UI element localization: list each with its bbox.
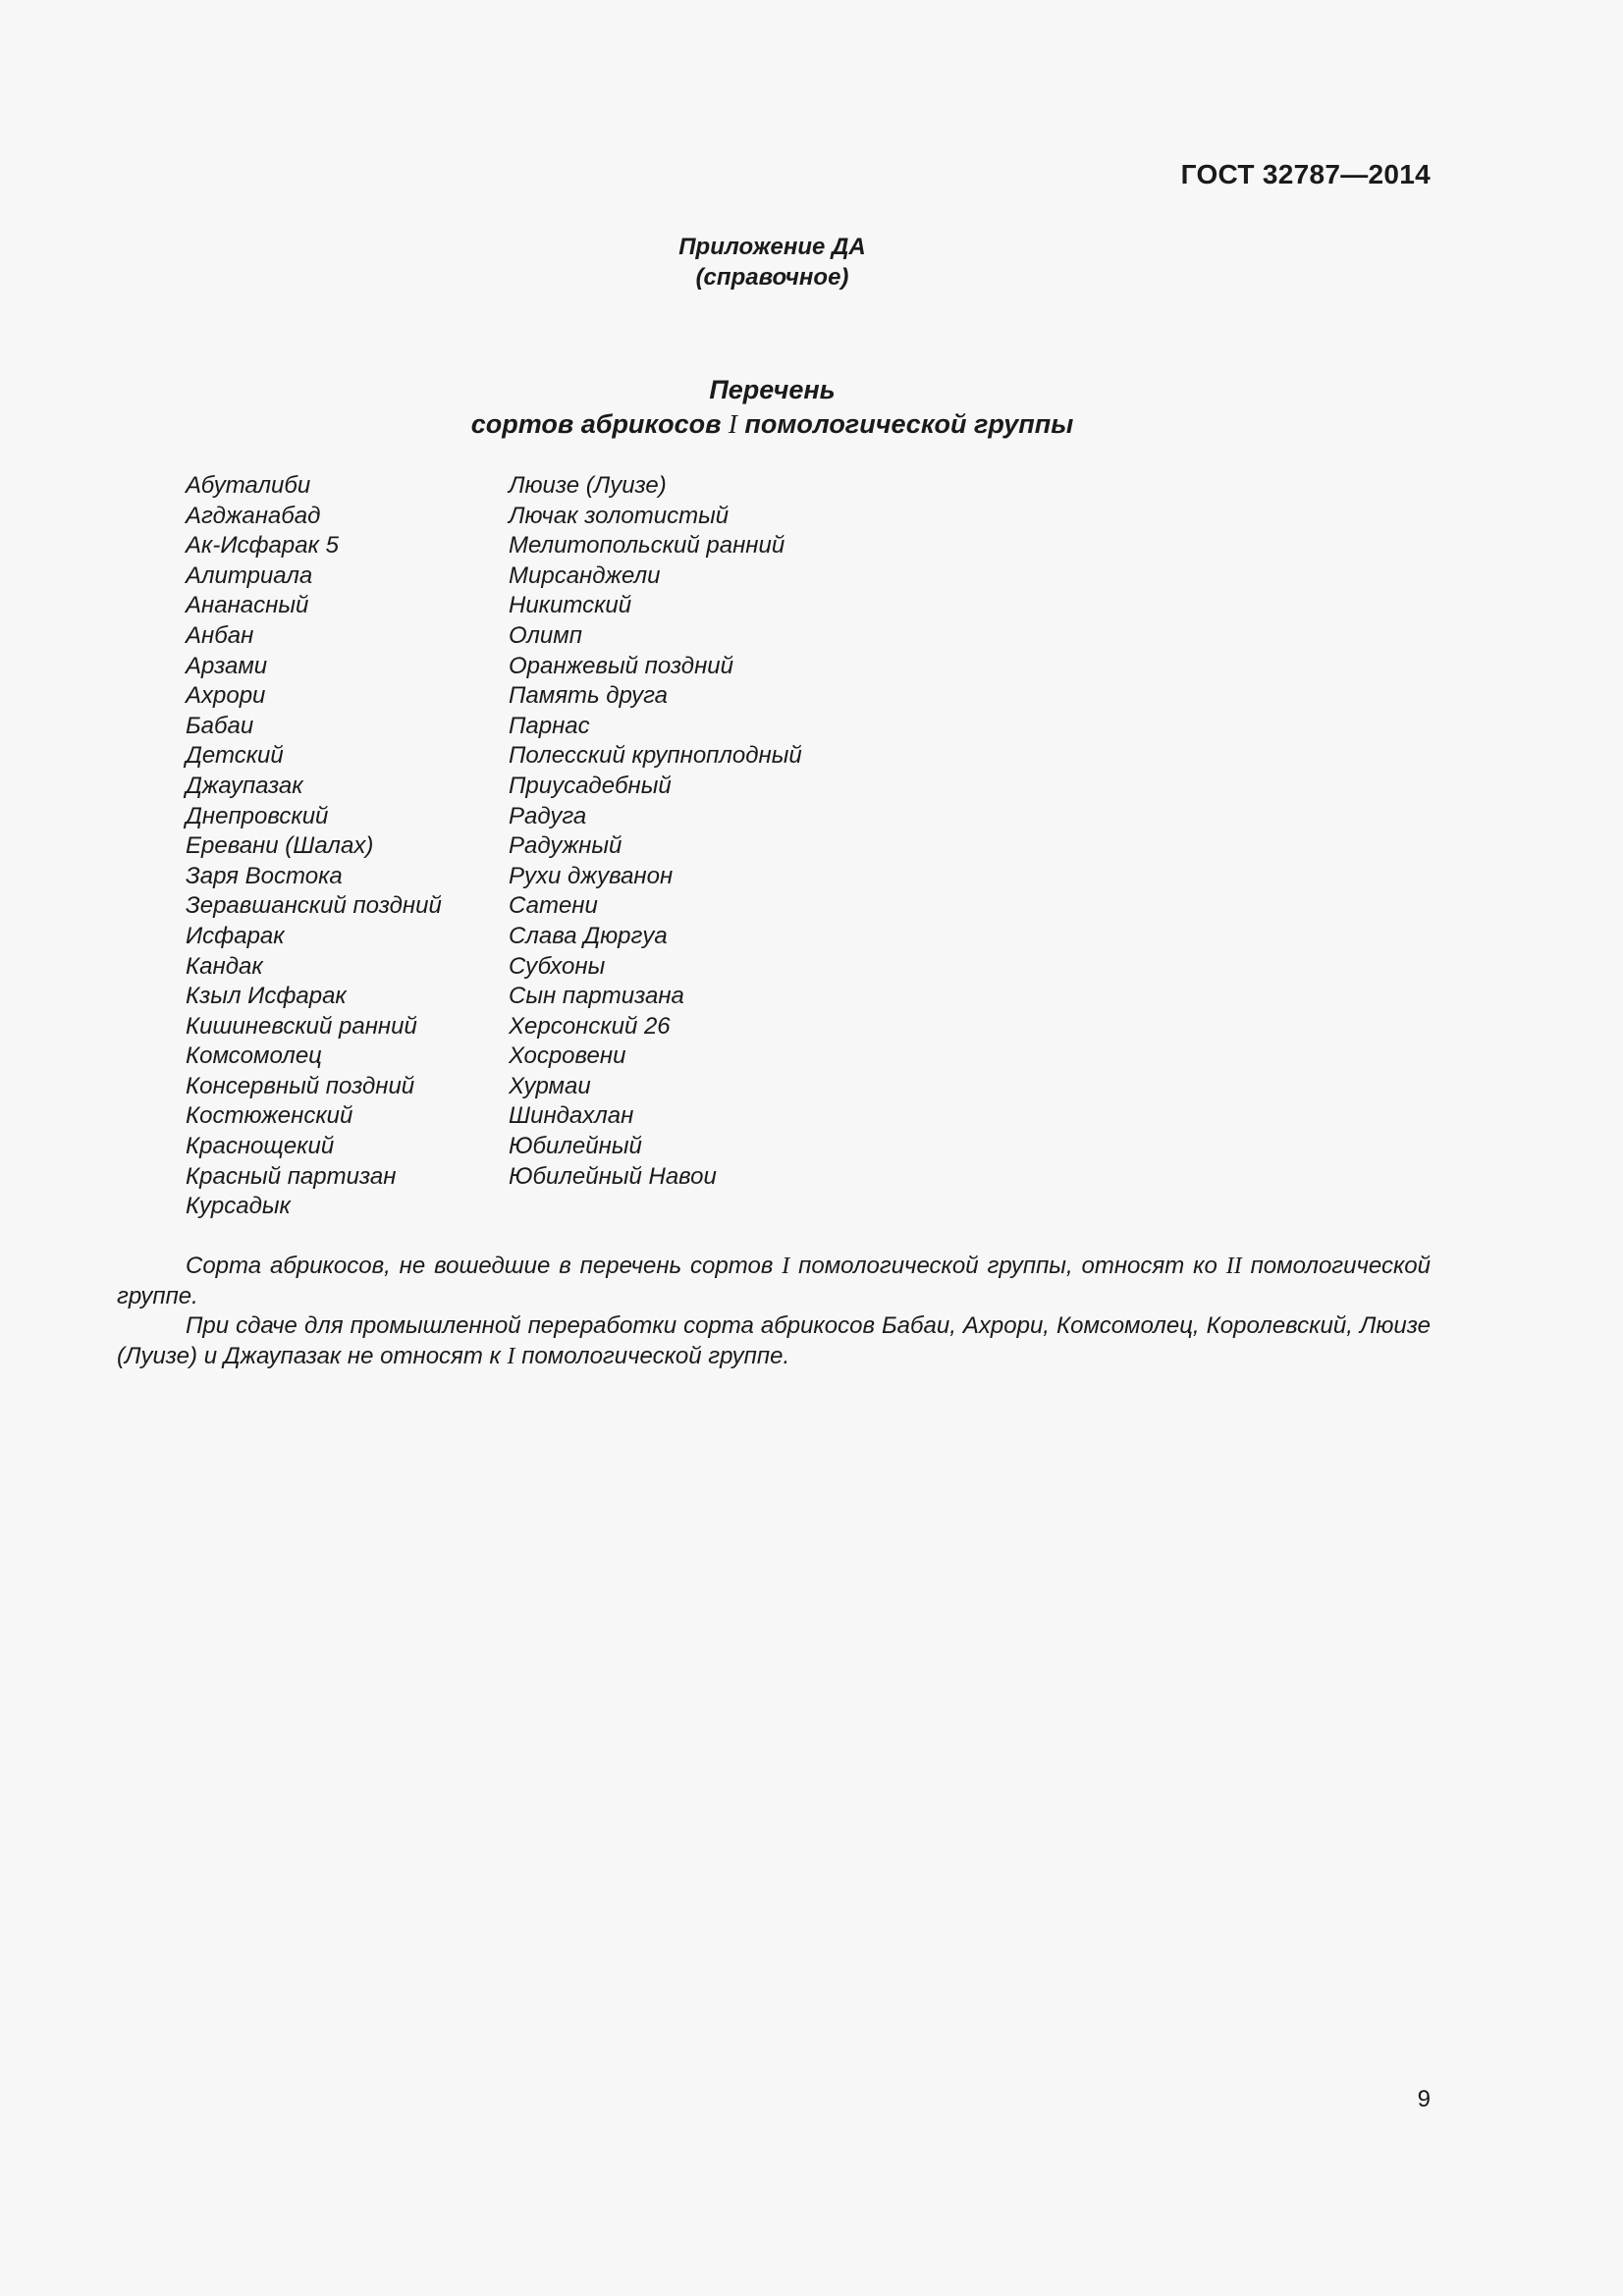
variety-item: Днепровский: [186, 802, 329, 829]
variety-item: Еревани (Шалах): [186, 832, 374, 860]
list-title-line2: [0, 407, 1544, 442]
variety-item: Приусадебный: [509, 772, 672, 799]
variety-item: Зеравшанский поздний: [186, 892, 442, 920]
variety-item: Юбилейный Навои: [509, 1162, 717, 1190]
variety-item: Парнас: [509, 712, 590, 739]
roman-numeral: II: [1225, 1254, 1242, 1279]
variety-item: Сатени: [509, 892, 598, 920]
appendix-title: Приложение ДА: [678, 234, 866, 260]
variety-item: Агджанабад: [186, 502, 321, 529]
appendix-subtitle: (справочное): [695, 264, 849, 291]
variety-item: Люизе (Луизе): [509, 472, 667, 499]
variety-item: Арзами: [186, 652, 268, 679]
variety-item: Шиндахлан: [509, 1102, 634, 1130]
roman-numeral: I: [507, 1343, 515, 1369]
variety-item: Красный партизан: [186, 1162, 397, 1190]
variety-item: Сын партизана: [509, 983, 684, 1010]
variety-item: Мирсанджели: [509, 561, 661, 589]
list-title-line1: Перечень: [709, 375, 836, 404]
variety-item: Джаупазак: [186, 772, 303, 799]
list-title-text-start: сортов абрикосов: [470, 409, 729, 439]
note-1-text-middle: помологической группы, относят ко: [789, 1253, 1226, 1279]
varieties-list-left: [186, 471, 442, 1222]
variety-item: Консервный поздний: [186, 1072, 415, 1099]
variety-item: Ананасный: [186, 592, 309, 619]
variety-item: Кзыл Исфарак: [186, 983, 347, 1010]
roman-numeral: I: [728, 409, 737, 439]
note-2-text-start: При сдаче для промышленной переработки сорта абрикосов Бабаи, Ахрори, Комсомолец, Королевский, Люизе (Луизе) и Джаупазак не относят к: [117, 1312, 1431, 1369]
variety-item: Бабаи: [186, 712, 254, 739]
variety-item: Заря Востока: [186, 862, 343, 889]
list-title: [0, 373, 1544, 442]
variety-item: Рухи джуванон: [509, 862, 674, 889]
variety-item: Олимп: [509, 621, 582, 649]
variety-item: Слава Дюргуа: [509, 922, 668, 949]
document-code: ГОСТ 32787—2014: [1180, 159, 1431, 189]
variety-item: Оранжевый поздний: [509, 652, 733, 679]
varieties-list-right: [509, 471, 802, 1192]
appendix-heading: [0, 232, 1544, 293]
variety-item: Радужный: [509, 832, 622, 860]
variety-item: Анбан: [186, 621, 254, 649]
variety-item: Детский: [186, 742, 284, 770]
note-1-text-end: помологической группе.: [117, 1253, 1432, 1309]
variety-item: Ахрори: [186, 682, 266, 710]
variety-item: Хурмаи: [509, 1072, 591, 1099]
note-paragraph-1: [117, 1252, 1431, 1311]
variety-item: Комсомолец: [186, 1042, 322, 1070]
note-1-text-start: Сорта абрикосов, не вошедшие в перечень сортов: [186, 1253, 783, 1279]
variety-item: Исфарак: [186, 922, 285, 949]
variety-item: Абуталиби: [186, 472, 311, 499]
variety-item: Краснощекий: [186, 1133, 335, 1160]
variety-item: Память друга: [509, 682, 669, 710]
variety-item: Алитриала: [186, 561, 313, 589]
note-paragraph-2: [117, 1311, 1431, 1371]
variety-item: Лючак золотистый: [509, 502, 730, 529]
note-2-text-end: помологической группе.: [514, 1342, 790, 1369]
variety-item: Курсадык: [186, 1193, 291, 1220]
variety-item: Юбилейный: [509, 1133, 642, 1160]
variety-item: Полесский крупноплодный: [509, 742, 802, 770]
list-title-text-end: помологической группы: [736, 409, 1074, 439]
variety-item: Херсонский 26: [509, 1012, 671, 1040]
variety-item: Костюженский: [186, 1102, 353, 1130]
page-number: 9: [1417, 2086, 1431, 2112]
variety-item: Субхоны: [509, 952, 606, 980]
variety-item: Хосровени: [509, 1042, 626, 1070]
variety-item: Ак-Исфарак 5: [186, 532, 339, 560]
notes-section: [117, 1252, 1431, 1371]
roman-numeral: I: [782, 1254, 790, 1279]
variety-item: Кишиневский ранний: [186, 1012, 417, 1040]
variety-item: Никитский: [509, 592, 632, 619]
variety-item: Кандак: [186, 952, 263, 980]
variety-item: Мелитопольский ранний: [509, 532, 785, 560]
variety-item: Радуга: [509, 802, 587, 829]
